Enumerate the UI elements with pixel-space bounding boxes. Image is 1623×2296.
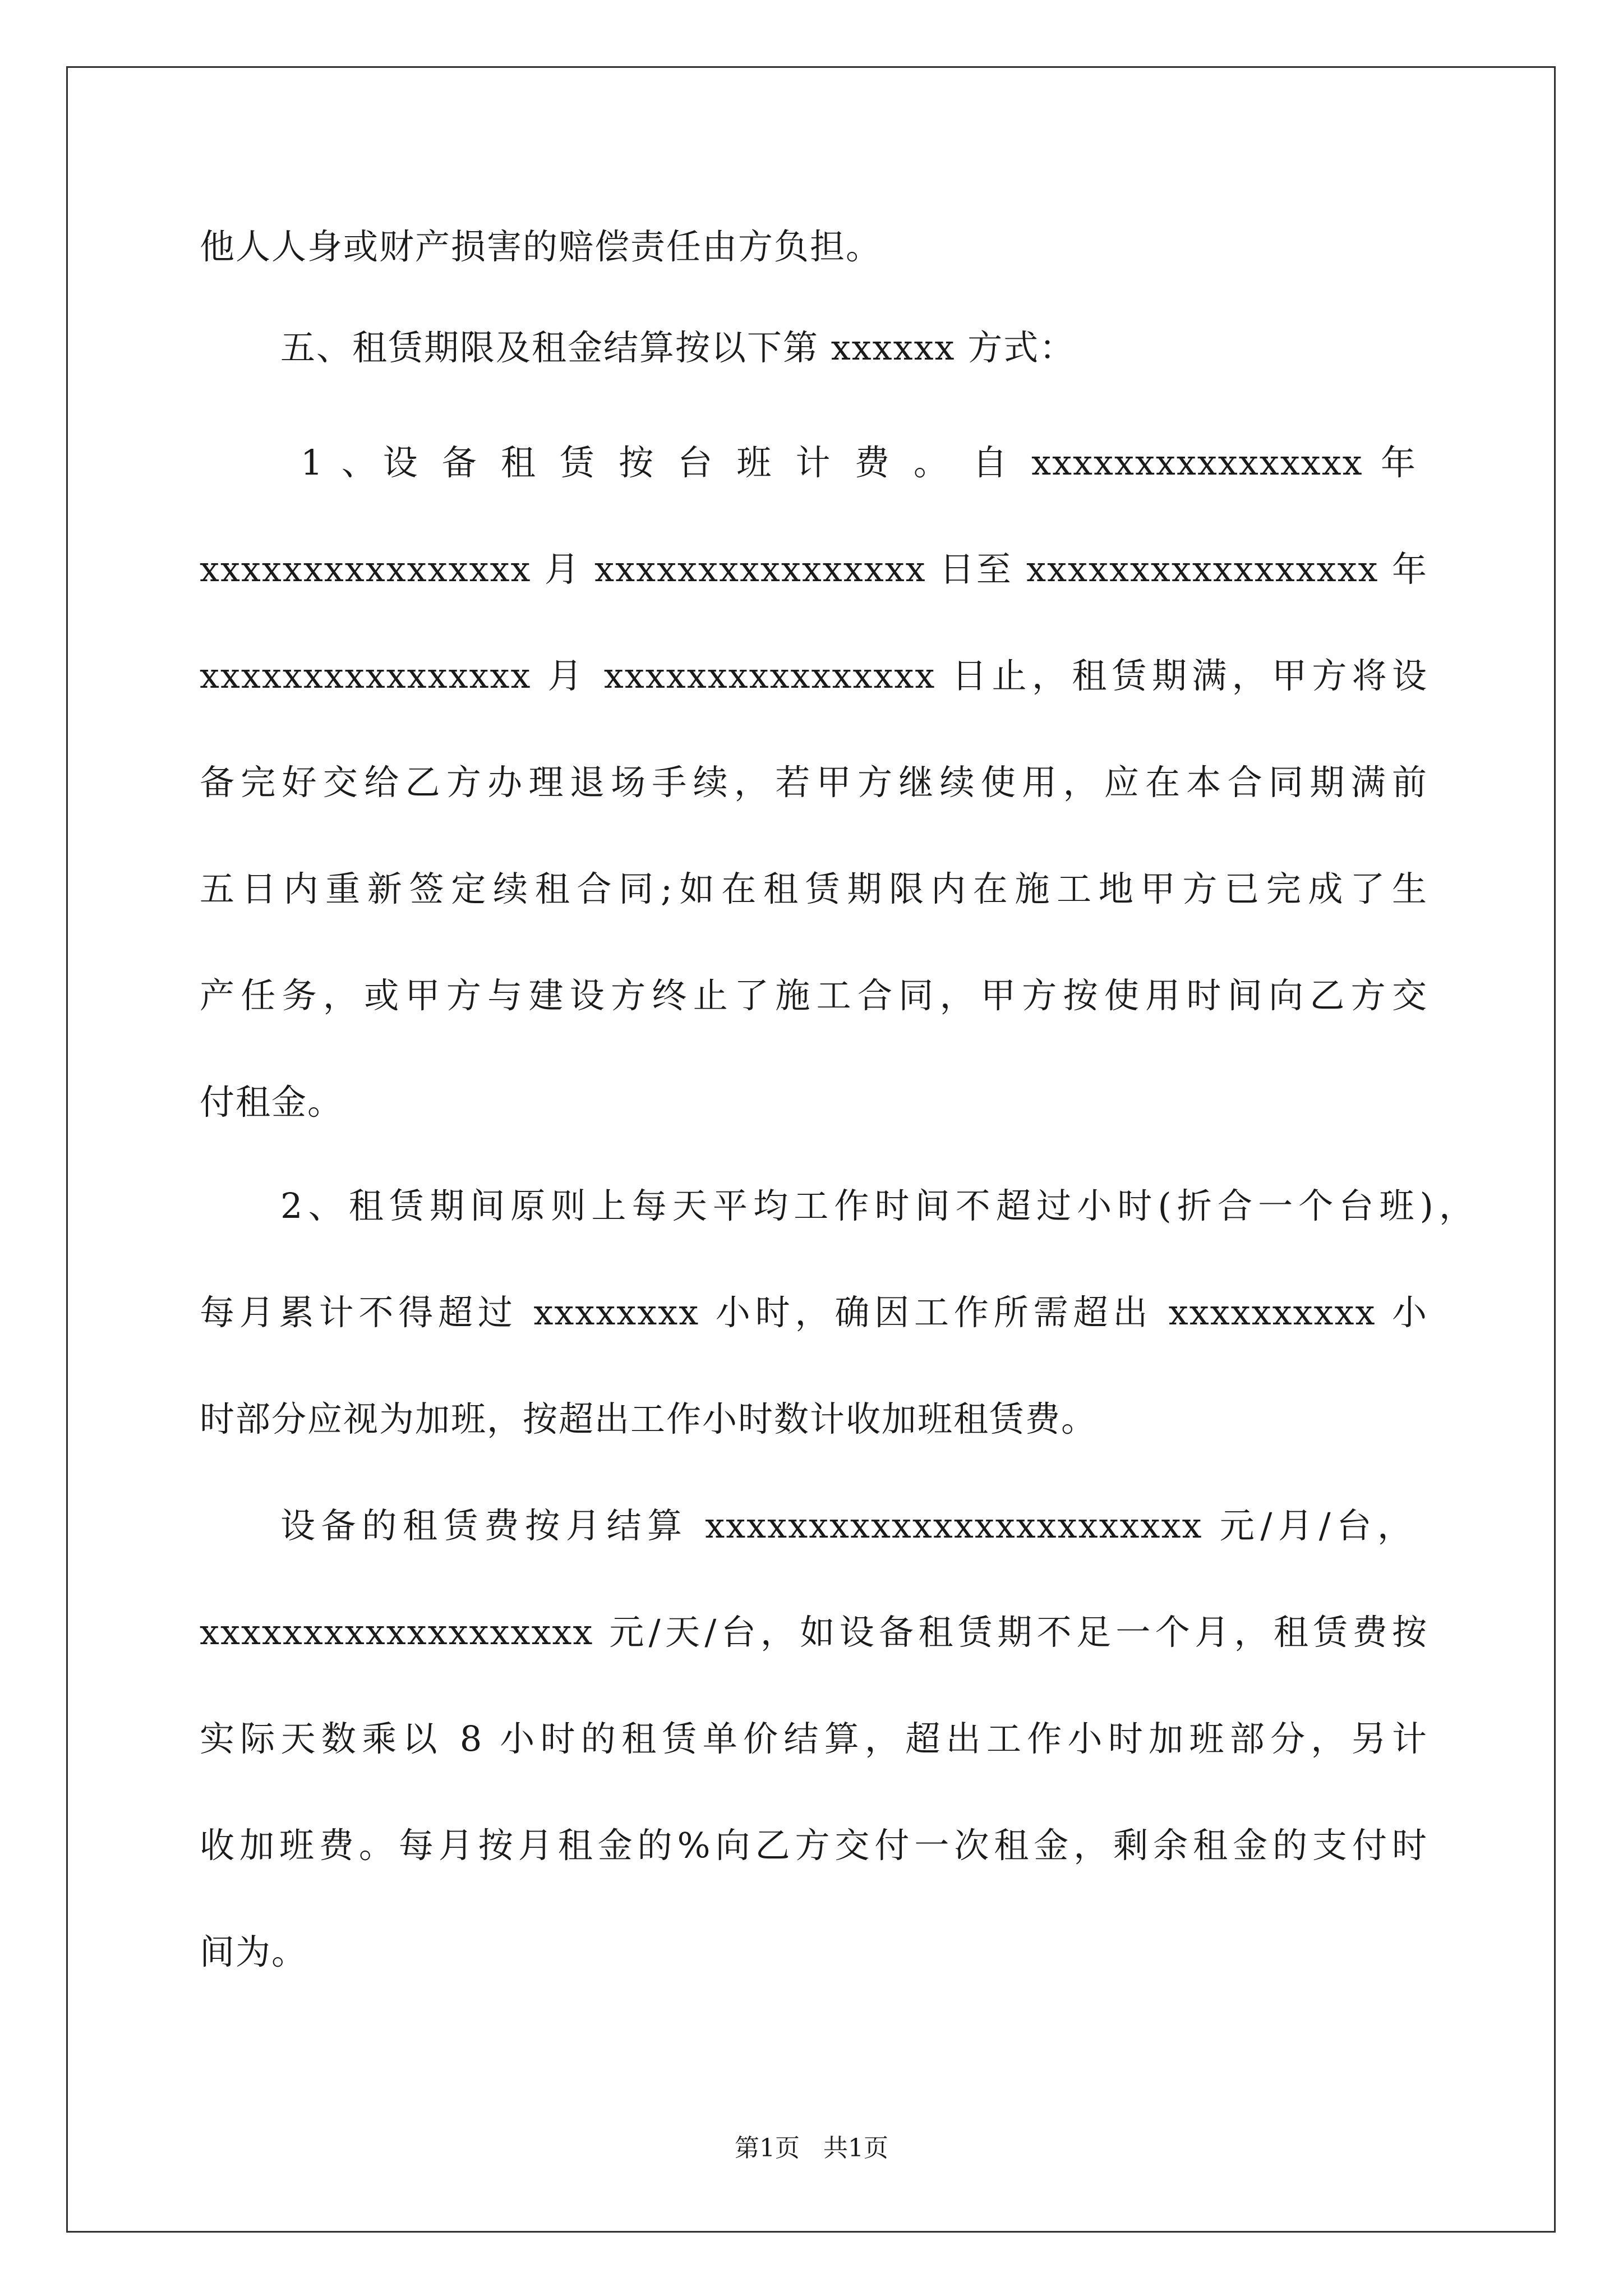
- text-line-3: 1 、设 备 租 赁 按 台 班 计 费 。 自 xxxxxxxxxxxxxxxx 年: [301, 442, 1417, 483]
- text-line-7: 五日内重新签定续租合同;如在租赁期限内在施工地甲方已完成了生: [200, 868, 1428, 909]
- page-footer: 第1页 共1页: [735, 2134, 888, 2162]
- text-line-1: 他人人身或财产损害的赔偿责任由方负担。: [200, 226, 882, 267]
- text-line-17: 间为。: [200, 1931, 308, 1972]
- text-line-9: 付租金。: [200, 1082, 344, 1122]
- text-line-12: 时部分应视为加班，按超出工作小时数计收加班租赁费。: [200, 1398, 1098, 1439]
- text-line-11: 每月累计不得超过 xxxxxxxx 小时，确因工作所需超出 xxxxxxxxxx 小: [200, 1292, 1428, 1333]
- text-line-8: 产任务，或甲方与建设方终止了施工合同，甲方按使用时间向乙方交: [200, 975, 1428, 1016]
- text-line-2: 五、租赁期限及租金结算按以下第 xxxxxx 方式：: [280, 327, 1076, 368]
- text-line-4: xxxxxxxxxxxxxxxx 月 xxxxxxxxxxxxxxxx 日至 xxxxxxxxxxxxxxxxx 年: [200, 549, 1428, 590]
- text-line-5: xxxxxxxxxxxxxxxx 月 xxxxxxxxxxxxxxxx 日止，租赁期满，甲方将设: [200, 655, 1428, 696]
- page-border: [66, 66, 1556, 2233]
- text-line-6: 备完好交给乙方办理退场手续，若甲方继续使用，应在本合同期满前: [200, 762, 1428, 803]
- text-line-14: xxxxxxxxxxxxxxxxxxx 元/天/台，如设备租赁期不足一个月，租赁费按: [200, 1612, 1428, 1653]
- text-line-16: 收加班费。每月按月租金的%向乙方交付一次租金，剩余租金的支付时: [200, 1825, 1428, 1866]
- text-line-10: 2、租赁期间原则上每天平均工作时间不超过小时(折合一个台班)，: [280, 1185, 1475, 1226]
- text-line-15: 实际天数乘以 8 小时的租赁单价结算，超出工作小时加班部分，另计: [200, 1718, 1428, 1759]
- text-line-13: 设备的租赁费按月结算 xxxxxxxxxxxxxxxxxxxxxxxx 元/月/台，: [280, 1505, 1413, 1546]
